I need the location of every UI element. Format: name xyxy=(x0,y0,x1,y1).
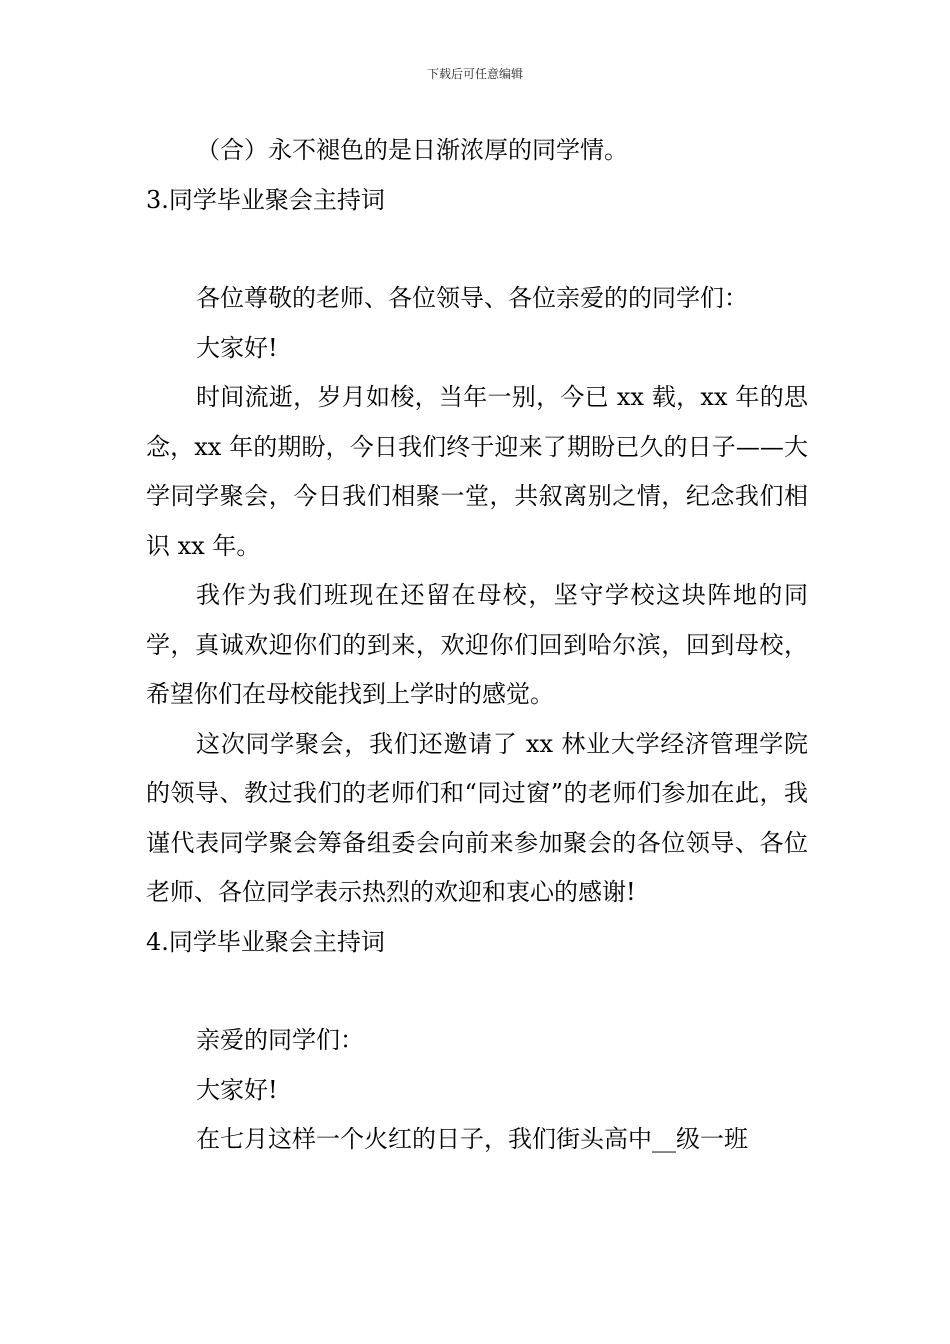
blank-line xyxy=(146,967,808,1016)
section-heading-3: 3.同学毕业聚会主持词 xyxy=(146,185,385,214)
paragraph-july: 在七月这样一个火红的日子，我们街头高中__级一班 xyxy=(196,1125,748,1153)
paragraph-salutation: 各位尊敬的老师、各位领导、各位亲爱的的同学们： xyxy=(196,284,748,312)
paragraph-salutation-2: 亲爱的同学们： xyxy=(196,1026,364,1054)
header-note: 下载后可任意编辑 xyxy=(426,67,523,81)
section-heading-4: 4.同学毕业聚会主持词 xyxy=(146,927,385,956)
document-body xyxy=(146,126,808,1165)
paragraph-time-passing: 时间流逝，岁月如梭，当年一别，今已 xx 载，xx 年的思念，xx 年的期盼，今日我们终于迎来了期盼已久的日子——大学同学聚会，今日我们相聚一堂，共叙离别之情，纪念我们相识 xx 年。 xyxy=(146,383,808,560)
paragraph-greeting: 大家好! xyxy=(196,333,278,362)
blank-line xyxy=(146,225,808,274)
paragraph-welcome: 我作为我们班现在还留在母校，坚守学校这块阵地的同学，真诚欢迎你们的到来，欢迎你们回到哈尔滨，回到母校，希望你们在母校能找到上学时的感觉。 xyxy=(146,581,808,708)
paragraph-greeting-2: 大家好! xyxy=(196,1075,278,1104)
paragraph-closing-line: （合）永不褪色的是日渐浓厚的同学情。 xyxy=(196,136,628,164)
paragraph-invitation: 这次同学聚会，我们还邀请了 xx 林业大学经济管理学院的领导、教过我们的老师们和“同过窗”的老师们参加在此，我谨代表同学聚会筹备组委会向前来参加聚会的各位领导、各位老师、各位同学表示热烈的欢迎和衷心的感谢! xyxy=(146,729,808,906)
